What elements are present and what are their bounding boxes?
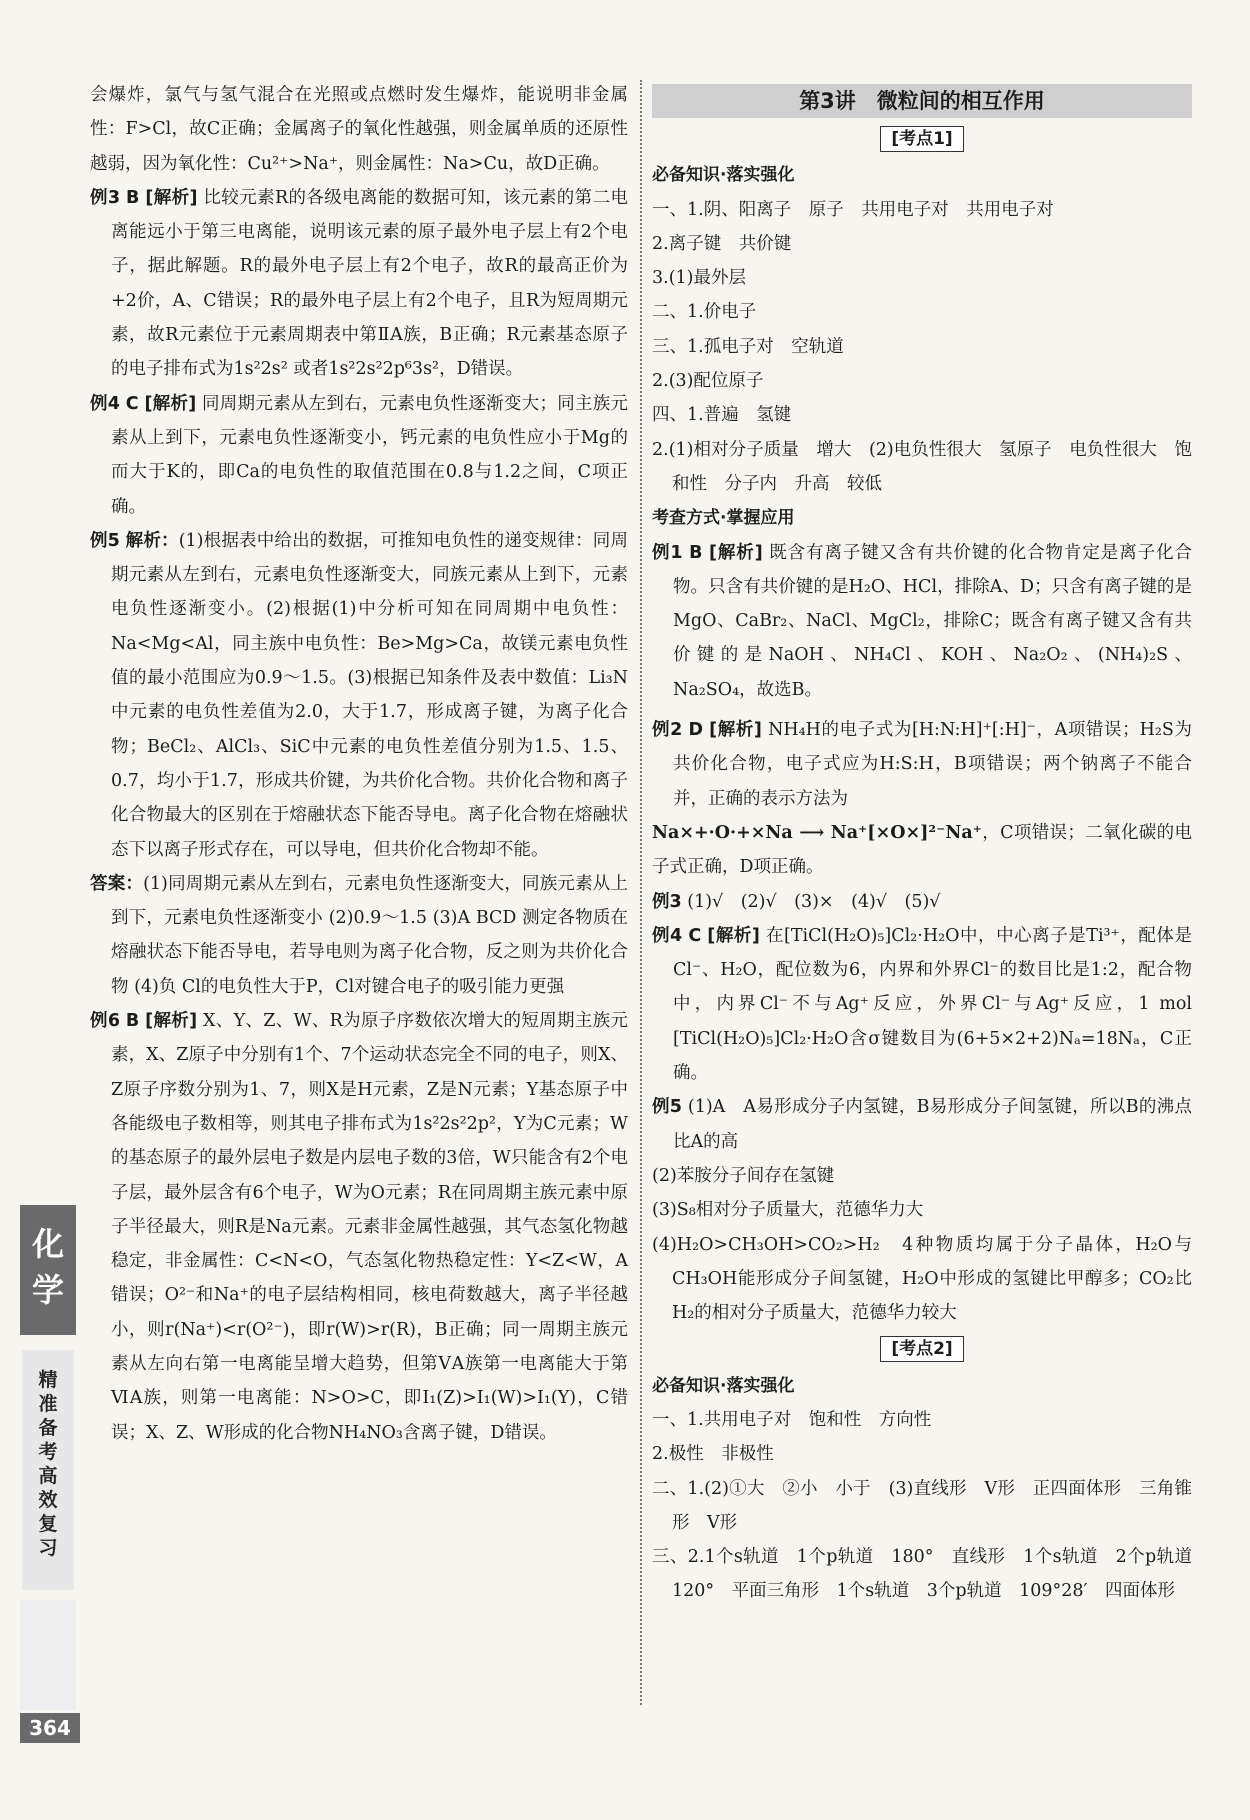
right-example-5: 例5 (1)A A易形成分子内氢键，B易形成分子间氢键，所以B的沸点比A的高 <box>652 1097 1192 1152</box>
section-heading: 必备知识·落实强化 <box>652 165 795 186</box>
kaodian-1-badge: [考点1] <box>652 122 1192 156</box>
kaodian-2-badge: [考点2] <box>652 1332 1192 1366</box>
example-3: 例3 B [解析] 比较元素R的各级电离能的数据可知，该元素的第二电离能远小于第三电离能，说明该元素的原子最外电子层上有2个电子，据此解题。R的最外电子层上有2个电子，故R的最高正价为+2价，A、C错误；R的最外电子层上有2个电子，且R为短周期元素，故R元素位于元素周期表中第ⅡA族，B正确；R元素基态原子的电子排布式为1s²2s² 或者1s²2s²2p⁶3s²，D错误。 <box>90 187 628 380</box>
right-example-3: 例3 (1)√ (2)√ (3)× (4)√ (5)√ <box>652 891 941 912</box>
electron-formula-line: Na×+·O·+×Na ⟶ Na⁺[×O×]²⁻Na⁺，C项错误；二氧化碳的电子式正确，D项正确。 <box>652 822 1193 878</box>
subject-tab: 化学 <box>20 1205 76 1335</box>
page-number: 364 <box>20 1713 80 1743</box>
electron-formula-na2o: Na×+·O·+×Na ⟶ Na⁺[×O×]²⁻Na⁺ <box>652 822 982 843</box>
right-example-2: 例2 D [解析] NH₄H的电子式为[H:N:H]⁺[:H]⁻，A项错误；H₂S为共价化合物，电子式应为H:S:H，B项错误；两个钠离子不能合并，正确的表示方法为 <box>652 720 1192 809</box>
answer-line: (2)苯胺分子间存在氢键 <box>652 1165 835 1186</box>
series-tab: 精准备考 高效复习 <box>22 1350 74 1590</box>
knowledge-line: 二、1.价电子 <box>652 302 757 323</box>
section-heading: 必备知识·落实强化 <box>652 1375 795 1396</box>
knowledge-line: 2.极性 非极性 <box>652 1444 774 1465</box>
knowledge-line: 2.(3)配位原子 <box>652 371 764 392</box>
example-5-answer: 答案：(1)同周期元素从左到右，元素电负性逐渐变大，同族元素从上到下，元素电负性逐渐变小 (2)0.9～1.5 (3)A BCD 测定各物质在熔融状态下能否导电，若导电则为离子化合物，反之则为共价化合物 (4)负 Cl的电负性大于P，Cl对键合电子的吸引能力更强 <box>90 873 628 997</box>
continued-paragraph: 会爆炸，氯气与氢气混合在光照或点燃时发生爆炸，能说明非金属性：F>Cl，故C正确；金属离子的氧化性越强，则金属单质的还原性越弱，因为氧化性：Cu²⁺>Na⁺，则金属性：Na>Cu，故D正确。 <box>90 85 628 174</box>
knowledge-line: 3.(1)最外层 <box>652 268 746 289</box>
knowledge-line: 四、1.普遍 氢键 <box>652 405 792 426</box>
column-divider <box>640 80 642 1705</box>
lecture-title: 第3讲 微粒间的相互作用 <box>652 84 1192 118</box>
knowledge-line: 三、2.1个s轨道 1个p轨道 180° 直线形 1个s轨道 2个p轨道 120° 平面三角形 1个s轨道 3个p轨道 109°28′ 四面体形 <box>652 1547 1210 1602</box>
knowledge-line: 一、1.共用电子对 饱和性 方向性 <box>652 1409 932 1430</box>
right-column <box>652 78 1210 1609</box>
knowledge-line: 2.(1)相对分子质量 增大 (2)电负性很大 氢原子 电负性很大 饱和性 分子内 升高 较低 <box>652 439 1192 494</box>
section-heading: 考查方式·掌握应用 <box>652 508 795 529</box>
knowledge-line: 三、1.孤电子对 空轨道 <box>652 336 844 357</box>
answer-line: (3)S₈相对分子质量大，范德华力大 <box>652 1200 924 1221</box>
knowledge-line: 一、1.阴、阳离子 原子 共用电子对 共用电子对 <box>652 199 1054 220</box>
example-5: 例5 解析：(1)根据表中给出的数据，可推知电负性的递变规律：同周期元素从左到右，元素电负性逐渐变大，同族元素从上到下，元素电负性逐渐变小。(2)根据(1)中分析可知在同周期中电负性：Na<Mg<Al，同主族中电负性：Be>Mg>Ca，故镁元素电负性值的最小范围应为0.9～1.5。(3)根据已知条件及表中数值：Li₃N中元素的电负性差值为2.0，大于1.7，形成离子键，为离子化合物；BeCl₂、AlCl₃、SiC中元素的电负性差值分别为1.5、1.5、0.7，均小于1.7，形成共价键，为共价化合物。共价化合物和离子化合物最大的区别在于熔融状态下能否导电。离子化合物在熔融状态下以离子形式存在，可以导电，但共价化合物却不能。 <box>90 530 628 860</box>
example-6: 例6 B [解析] X、Y、Z、W、R为原子序数依次增大的短周期主族元素，X、Z原子中分别有1个、7个运动状态完全不同的电子，则X、Z原子序数分别为1、7，则X是H元素，Z是N元素；Y基态原子中各能级电子数相等，则其电子排布式为1s²2s²2p²，Y为C元素；W的基态原子的最外层电子数是内层电子数的3倍，W只能含有2个电子层，最外层含有6个电子，W为O元素；R在同周期主族元素中原子半径最大，则R是Na元素。元素非金属性越强，其气态氢化物越稳定，非金属性：C<N<O，气态氢化物热稳定性：Y<Z<W，A错误；O²⁻和Na⁺的电子层结构相同，核电荷数越大，离子半径越小，则r(Na⁺)<r(O²⁻)，即r(W)>r(R)，B正确；同一周期主族元素从左向右第一电离能呈增大趋势，但第ⅤA族第一电离能大于第ⅥA族，则第一电离能：N>O>C，即I₁(Z)>I₁(W)>I₁(Y)，C错误；X、Z、W形成的化合物NH₄NO₃含离子键，D错误。 <box>90 1011 628 1443</box>
right-example-1: 例1 B [解析] 既含有离子键又含有共价键的化合物肯定是离子化合物。只含有共价键的是H₂O、HCl，排除A、D；只含有离子键的是MgO、CaBr₂、NaCl、MgCl₂，排除C；既含有离子键又含有共价键的是NaOH、NH₄Cl、KOH、Na₂O₂、(NH₄)₂S、Na₂SO₄，故选B。 <box>652 542 1192 700</box>
right-example-4: 例4 C [解析] 在[TiCl(H₂O)₅]Cl₂·H₂O中，中心离子是Ti³⁺，配体是Cl⁻、H₂O，配位数为6，内界和外界Cl⁻的数目比是1:2，配合物中，内界Cl⁻不与Ag⁺反应，外界Cl⁻与Ag⁺反应，1 mol [TiCl(H₂O)₅]Cl₂·H₂O含σ键数目为(6+5×2+2)Nₐ=18Nₐ，C正确。 <box>652 925 1192 1084</box>
example-4: 例4 C [解析] 同周期元素从左到右，元素电负性逐渐变大；同主族元素从上到下，元素电负性逐渐变小，钙元素的电负性应小于Mg的而大于K的，即Ca的电负性的取值范围在0.8与1.2之间，C项正确。 <box>90 393 628 517</box>
electron-formula-nh4h: [H:N:H]⁺[:H]⁻ <box>911 720 1036 741</box>
left-column <box>90 78 628 1450</box>
knowledge-line: 二、1.(2)①大 ②小 小于 (3)直线形 V形 正四面体形 三角锥形 V形 <box>652 1478 1192 1533</box>
answer-line: (4)H₂O>CH₃OH>CO₂>H₂ 4种物质均属于分子晶体，H₂O与CH₃OH能形成分子间氢键，H₂O中形成的氢键比甲醇多；CO₂比H₂的相对分子质量大，范德华力较大 <box>652 1234 1192 1324</box>
side-strip <box>20 1600 76 1710</box>
knowledge-line: 2.离子键 共价键 <box>652 233 792 254</box>
